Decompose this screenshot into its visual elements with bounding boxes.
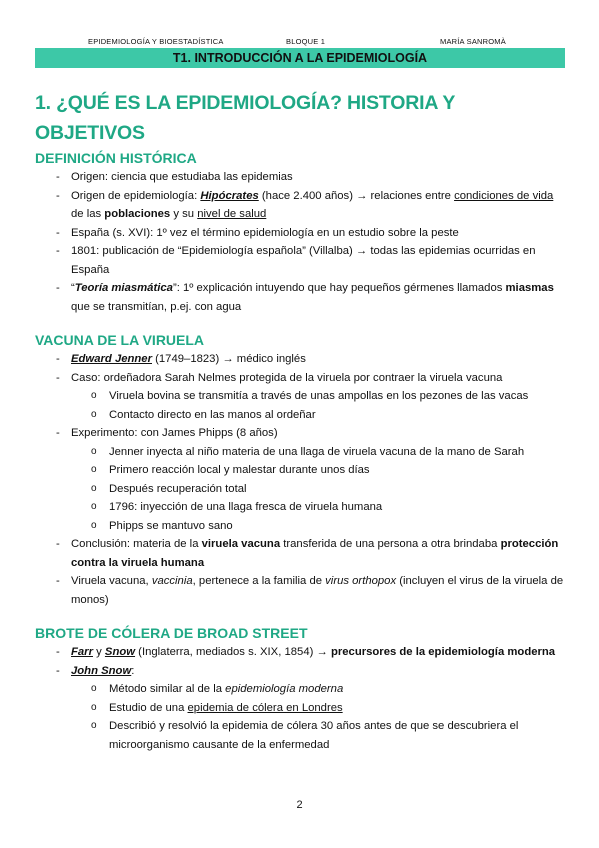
subsection-title-cholera: BROTE DE CÓLERA DE BROAD STREET (35, 625, 308, 641)
bullet-list (35, 350, 565, 609)
list-item: - Origen: ciencia que estudiaba las epidemias (35, 168, 565, 187)
sub-list-item: o Método similar al de la epidemiología moderna (35, 680, 565, 699)
sub-list-item: o Contacto directo en las manos al ordeñar (35, 406, 565, 425)
subsection-title-historical: DEFINICIÓN HISTÓRICA (35, 150, 197, 166)
list-item: - Farr y Snow (Inglaterra, mediados s. XIX, 1854) → precursores de la epidemiología moderna (35, 643, 565, 662)
sub-list-item: o Después recuperación total (35, 480, 565, 499)
header-author: MARÍA SANROMÀ (440, 37, 506, 46)
list-item: - Experimento: con James Phipps (8 años) o Jenner inyecta al niño materia de una llaga de viruela vacuna de la mano de Sarah o Primero reacción local y malestar durante unos días o Después recuperación total o 1796: inyección de una llaga fresca de viruela humana o Phipps se mantuvo sano (35, 424, 565, 535)
sub-list-item: o Estudio de una epidemia de cólera en Londres (35, 699, 565, 718)
list-item: - Origen de epidemiología: Hipócrates (hace 2.400 años) → relaciones entre condiciones de vida de las poblaciones y su nivel de salud (35, 187, 565, 224)
list-item: - Edward Jenner (1749–1823) → médico inglés (35, 350, 565, 369)
sub-list-item: o Viruela bovina se transmitía a través de unas ampollas en los pezones de las vacas (35, 387, 565, 406)
sub-list (71, 680, 565, 754)
list-item: - John Snow: o Método similar al de la epidemiología moderna o Estudio de una epidemia de cólera en Londres o Describió y resolvió la epidemia de cólera 30 años antes de que se descubriera el microorganismo causante de la enfermedad (35, 662, 565, 755)
section-heading: 1. ¿QUÉ ES LA EPIDEMIOLOGÍA? HISTORIA Y OBJETIVOS (35, 92, 455, 144)
sub-list (71, 443, 565, 536)
sub-list-item: o Phipps se mantuvo sano (35, 517, 565, 536)
bullet-list (35, 168, 565, 316)
bullet-list (35, 643, 565, 754)
list-item: - 1801: publicación de “Epidemiología española” (Villalba) → todas las epidemias ocurridas en España (35, 242, 565, 279)
list-item: - “Teoría miasmática”: 1º explicación intuyendo que hay pequeños gérmenes llamados miasmas que se transmitían, p.ej. con agua (35, 279, 565, 316)
topic-banner: T1. INTRODUCCIÓN A LA EPIDEMIOLOGÍA (35, 48, 565, 68)
list-item: - España (s. XVI): 1º vez el término epidemiología en un estudio sobre la peste (35, 224, 565, 243)
list-item: - Viruela vacuna, vaccinia, pertenece a la familia de virus orthopox (incluyen el virus de la viruela de monos) (35, 572, 565, 609)
header-block: BLOQUE 1 (286, 37, 326, 46)
list-item: - Caso: ordeñadora Sarah Nelmes protegida de la viruela por contraer la viruela vacuna o Viruela bovina se transmitía a través de unas ampollas en los pezones de las vacas o Contacto directo en las manos al ordeñar (35, 369, 565, 425)
sub-list (71, 387, 565, 424)
header-subject: EPIDEMIOLOGÍA Y BIOESTADÍSTICA (88, 37, 224, 46)
sub-list-item: o Jenner inyecta al niño materia de una llaga de viruela vacuna de la mano de Sarah (35, 443, 565, 462)
page-header (0, 37, 599, 47)
page-number: 2 (296, 799, 303, 811)
list-item: - Conclusión: materia de la viruela vacuna transferida de una persona a otra brindaba protección contra la viruela humana (35, 535, 565, 572)
subsection-title-smallpox: VACUNA DE LA VIRUELA (35, 332, 205, 348)
document-body (35, 88, 565, 754)
sub-list-item: o Primero reacción local y malestar durante unos días (35, 461, 565, 480)
sub-list-item: o 1796: inyección de una llaga fresca de viruela humana (35, 498, 565, 517)
sub-list-item: o Describió y resolvió la epidemia de cólera 30 años antes de que se descubriera el microorganismo causante de la enfermedad (35, 717, 565, 754)
